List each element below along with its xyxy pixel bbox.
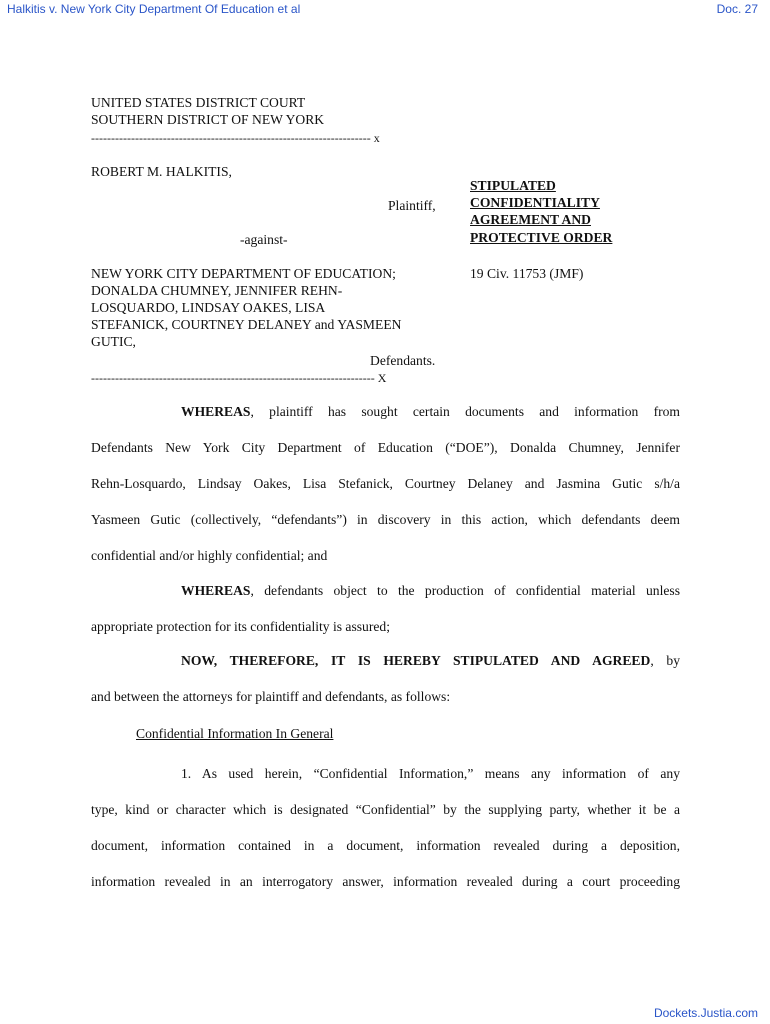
- stipulation-paragraph: [91, 643, 680, 715]
- paragraph-line: document, information contained in a document, information revealed during a deposition,: [91, 838, 680, 853]
- paragraph-line: type, kind or character which is designated “Confidential” by the supplying party, whether it be a: [91, 802, 680, 817]
- paragraph-line: Defendants New York City Department of Education (“DOE”), Donalda Chumney, Jennifer: [91, 440, 680, 455]
- defendant-line: LOSQUARDO, LINDSAY OAKES, LISA: [91, 300, 326, 315]
- defendant-line: DONALDA CHUMNEY, JENNIFER REHN-: [91, 283, 343, 298]
- plaintiff-label: Plaintiff,: [388, 198, 436, 213]
- case-title-link[interactable]: Halkitis v. New York City Department Of Education et al: [7, 2, 301, 16]
- section-heading: Confidential Information In General: [136, 726, 334, 741]
- defendants-label: Defendants.: [370, 353, 436, 368]
- whereas-paragraph-1: [91, 394, 680, 574]
- paragraph-line: confidential and/or highly confidential; and: [91, 548, 328, 563]
- document-title-line: CONFIDENTIALITY: [470, 195, 600, 210]
- defendant-line: NEW YORK CITY DEPARTMENT OF EDUCATION;: [91, 266, 396, 281]
- whereas-paragraph-2: [91, 573, 680, 645]
- paragraph-line: , by: [650, 653, 680, 668]
- document-title-line: STIPULATED: [470, 178, 556, 193]
- paragraph-line: 1. As used herein, “Confidential Information,” means any information of any: [181, 766, 680, 781]
- court-name: UNITED STATES DISTRICT COURT: [91, 95, 306, 110]
- case-number: 19 Civ. 11753 (JMF): [470, 266, 584, 281]
- whereas-lead: WHEREAS: [181, 583, 251, 598]
- paragraph-line: and between the attorneys for plaintiff and defendants, as follows:: [91, 689, 451, 704]
- caption-rule-top: ---------------------------------------------------------------------- x: [91, 131, 380, 145]
- plaintiff-name: ROBERT M. HALKITIS,: [91, 164, 232, 179]
- doc-number-link[interactable]: Doc. 27: [716, 2, 758, 16]
- justia-source-link[interactable]: Dockets.Justia.com: [653, 1006, 758, 1020]
- defendant-line: STEFANICK, COURTNEY DELANEY and YASMEEN: [91, 317, 402, 332]
- paragraph-line: appropriate protection for its confidentiality is assured;: [91, 619, 390, 634]
- caption-rule-bottom: ----------------------------------------------------------------------- X: [91, 371, 387, 385]
- stipulation-lead: NOW, THEREFORE, IT IS HEREBY STIPULATED AND AGREED: [181, 653, 651, 668]
- paragraph-line: Yasmeen Gutic (collectively, “defendants”) in discovery in this action, which defendants deem: [91, 512, 680, 527]
- paragraph-line: information revealed in an interrogatory answer, information revealed during a court proceeding: [91, 874, 680, 889]
- definition-paragraph: [91, 756, 680, 900]
- paragraph-line: , plaintiff has sought certain documents and information from: [250, 404, 680, 419]
- document-title-line: AGREEMENT AND: [470, 212, 591, 227]
- paragraph-line: , defendants object to the production of confidential material unless: [250, 583, 680, 598]
- document-title-line: PROTECTIVE ORDER: [470, 230, 613, 245]
- paragraph-line: Rehn-Losquardo, Lindsay Oakes, Lisa Stefanick, Courtney Delaney and Jasmina Gutic s/h/a: [91, 476, 680, 491]
- defendant-line: GUTIC,: [91, 334, 136, 349]
- court-district: SOUTHERN DISTRICT OF NEW YORK: [91, 112, 325, 127]
- whereas-lead: WHEREAS: [181, 404, 251, 419]
- against-label: -against-: [240, 232, 288, 247]
